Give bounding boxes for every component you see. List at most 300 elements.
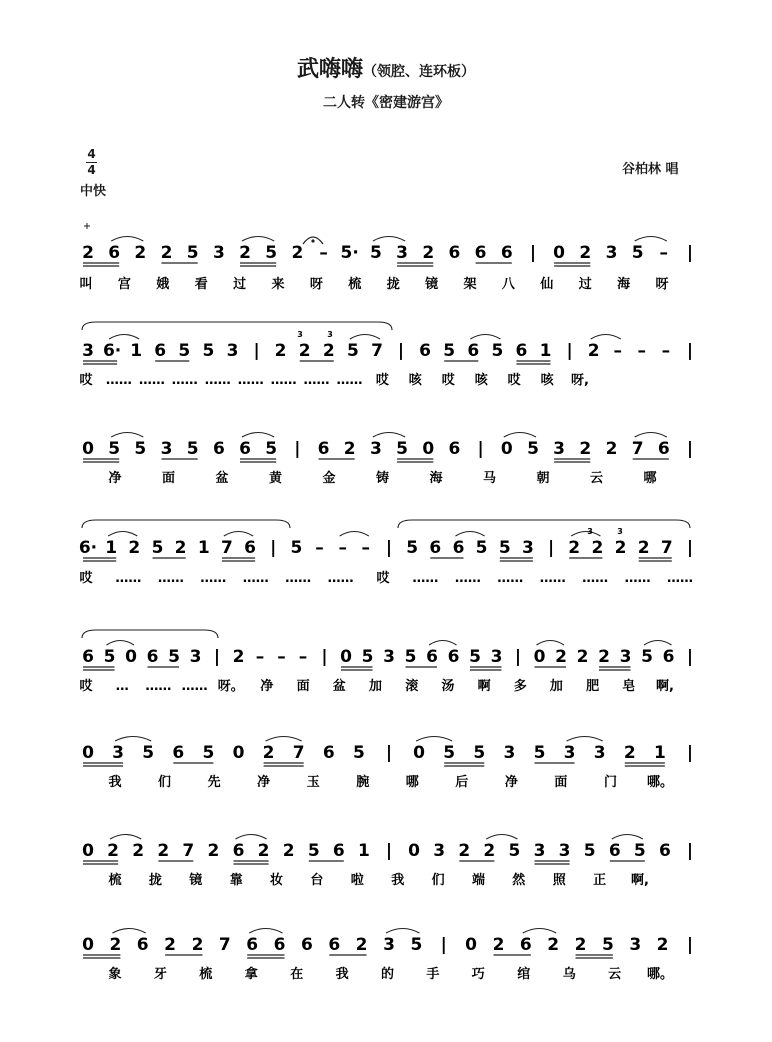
note: 2 [574,935,587,955]
slur-arc [109,335,139,340]
slur-arc [386,929,419,934]
staff-system [82,737,693,791]
barline: | [385,538,393,558]
note: 3 [383,935,395,955]
note: 2 [576,647,589,667]
barline: | [686,841,694,861]
sustain-dash: – [255,647,265,667]
note: 5 [469,647,481,667]
lyric-syllable: 镜 [189,873,203,888]
slur-arc [373,237,405,242]
note: 2 [132,841,145,861]
note: 2 [282,841,295,861]
lyric-syllable: 梳 [348,277,362,292]
note: 3 [593,743,606,763]
lyric-syllable: 哎 [375,373,389,388]
lyric-syllable: 马 [482,471,497,486]
note: 6 [82,647,94,667]
note: 6 [136,935,149,955]
lyric-syllable: …… [171,373,198,388]
lyric-syllable: 巧 [471,967,485,982]
note: 5 [202,743,215,763]
barline: | [397,341,405,361]
barline: | [213,647,221,667]
lyric-syllable: …… [242,571,269,586]
lyric-syllable: 铸 [375,471,390,486]
lyric-syllable: 我 [108,775,122,790]
lyric-syllable: 叫 [79,277,93,292]
note: 2 [82,243,94,263]
lyric-syllable: 象 [108,967,122,982]
lyric-syllable: 哎 [79,571,93,586]
note: 6 [608,841,621,861]
grace-note: 3 [297,330,303,339]
lyric-syllable: 呀。 [217,679,244,694]
note: 6 [452,538,465,558]
sustain-dash: – [637,341,647,361]
note: 2 [262,743,275,763]
slur-arc [115,737,151,742]
note: 0 [422,439,435,459]
note: 2 [274,341,287,361]
lyric-syllable: 正 [593,873,607,888]
barline: | [385,841,393,861]
time-signature-bottom: 4 [87,163,96,177]
lyric-syllable: 宫 [117,277,131,292]
lyric-syllable: 牙 [153,967,167,982]
note: 6 [172,743,185,763]
note: 2 [492,935,505,955]
lyric-syllable: 看 [194,277,208,292]
lyric-syllable: 过 [233,277,247,292]
staff-system [79,237,693,293]
barline: | [514,647,522,667]
fermata-dot [311,239,314,242]
lyric-syllable: 后 [455,775,469,790]
slur-arc [470,335,500,340]
note: 6 [429,538,442,558]
note: 5 [369,243,382,263]
note: 2 [483,841,496,861]
song-title-note: （领腔、连环板） [363,64,475,80]
slur-arc [266,737,302,742]
slur-arc [236,835,267,840]
slur-arc [224,532,253,537]
lyric-syllable: 门 [603,775,618,790]
sustain-dash: – [338,538,347,558]
barline: | [547,538,555,558]
note: 3 [160,439,173,459]
note: 7 [660,538,673,558]
lyric-syllable: 照 [552,873,566,888]
lyric-syllable: 靠 [229,873,243,888]
staff-system [82,929,693,983]
note: 6 [519,935,532,955]
lyric-syllable: …… [582,571,609,586]
note: 2 [128,538,141,558]
note: 6 [239,439,251,459]
lyric-syllable: 净 [257,775,271,790]
lyric-syllable: …… [181,679,208,694]
note: 3 [563,743,576,763]
note: 6 [426,647,438,667]
phrase-slur [398,520,690,528]
note: 5 [473,743,486,763]
phrase-slur [82,322,392,330]
lyric-syllable: 咳 [474,373,488,388]
lyric-syllable: 云 [608,967,622,982]
note: 3 [369,439,382,459]
slur-arc [591,335,621,340]
barline: | [477,439,484,459]
note: 2 [174,538,187,558]
lyric-syllable: 哎 [376,571,390,586]
lyric-syllable: 我 [391,873,405,888]
note: 5 [265,439,278,459]
lyric-syllable: 咳 [540,373,554,388]
note: 3 [558,841,571,861]
lyric-syllable: 腕 [356,775,370,790]
note: 3 [82,341,94,361]
note: 5 [290,538,303,558]
lyric-syllable: …… [157,571,184,586]
lyric-syllable: 的 [380,967,395,982]
note: 6 [500,243,513,263]
note: 6 [232,841,245,861]
grace-note: 3 [617,527,623,536]
note: 6 [328,935,341,955]
lyric-syllable: 手 [426,967,440,982]
note: 5 [498,538,511,558]
lyric-syllable: 面 [161,471,176,486]
lyric-syllable: 八 [501,277,515,292]
note: 5 [633,841,646,861]
note: 2 [587,341,600,361]
lyric-syllable: 架 [463,277,477,292]
barline: | [440,935,447,955]
note: 6 [662,647,675,667]
lyric-syllable: 呀, [571,373,589,388]
lyric-syllable: 先 [207,775,221,790]
note: 0 [465,935,478,955]
slur-arc [537,641,565,646]
lyric-syllable: 海 [429,471,443,486]
barline: | [385,743,393,763]
note: 5 [443,743,456,763]
lyric-syllable: 肥 [586,679,600,694]
note: 1 [357,841,370,861]
note: 2 [623,743,636,763]
note: 0 [125,647,137,667]
lyric-syllable: 玉 [306,775,320,790]
lyric-syllable: 哎 [441,373,455,388]
lyric-syllable: 盆 [332,679,346,694]
note: 5 [103,647,116,667]
note: 6 [212,439,225,459]
staff-system [79,335,693,389]
note: 2 [579,439,592,459]
note: 5 [186,243,199,263]
lyric-syllable: 台 [310,873,324,888]
barline: | [686,341,694,361]
lyric-syllable: …… [145,679,172,694]
slur-arc [373,433,405,438]
note: 0 [553,243,566,263]
lyric-syllable: …… [497,571,524,586]
lyric-syllable: 拢 [386,277,400,292]
note: 2 [291,243,304,263]
slur-arc [635,433,667,438]
note: 0 [413,743,426,763]
slur-arc [486,835,517,840]
lyric-syllable: …… [105,373,132,388]
note: 2 [458,841,471,861]
note: 6 [657,439,670,459]
slur-arc [249,929,282,934]
note: 6 [658,841,671,861]
note: 5 [533,743,546,763]
note: 1 [653,743,666,763]
lyric-syllable: 哪 [405,775,419,790]
note: 5 [265,243,278,263]
lyric-syllable: …… [327,571,354,586]
note: 5 [404,647,417,667]
lyric-syllable: …… [667,571,693,586]
lyric-syllable: …… [454,571,481,586]
lyric-syllable: 滚 [405,679,419,694]
lyric-syllable: 然 [512,873,526,888]
barline: | [321,647,328,667]
note: 0 [340,647,352,667]
note: 2 [207,841,220,861]
lyric-syllable: 过 [578,277,592,292]
note: 2 [637,538,650,558]
note: 6 [273,935,286,955]
note: 6· [102,341,122,361]
lyric-syllable: 净 [504,775,518,790]
note: 7 [292,743,305,763]
slur-arc [107,641,135,646]
note: 2 [157,841,170,861]
note: 2 [164,935,177,955]
note: 0 [500,439,513,459]
note: 5 [151,538,164,558]
lyric-syllable: 娥 [156,277,170,292]
lyric-syllable: 金 [322,471,336,486]
note: 5 [202,341,215,361]
note: 6 [154,341,167,361]
singer-credit: 谷柏林 唱 [622,162,679,177]
note: 5 [508,841,521,861]
lyric-syllable: 哎 [79,373,93,388]
note: 1 [197,538,210,558]
note: 6 [448,439,461,459]
lyric-syllable: 妆 [269,873,284,888]
note: 0 [82,935,94,955]
note: 5 [601,935,614,955]
tempo-marking: 中快 [80,184,107,199]
sustain-dash: – [315,538,324,558]
note: 5 [583,841,596,861]
lyric-syllable: 哪 [643,471,657,486]
slur-arc [429,641,457,646]
note: 5 [475,538,488,558]
sustain-dash: – [613,341,623,361]
note: 5 [527,439,539,459]
note: 7 [631,439,644,459]
lyric-syllable: …… [285,571,312,586]
note: 5 [346,341,359,361]
lyric-syllable: 哎 [507,373,521,388]
lyric-syllable: 朝 [536,471,550,486]
lyric-syllable: 啦 [350,873,364,888]
lyric-syllable: 端 [471,873,486,888]
note: 6 [447,647,460,667]
note: 2 [568,538,581,558]
note: 5 [361,647,374,667]
note: 3 [605,243,618,263]
note: 5· [340,243,359,263]
note: 6 [146,647,159,667]
note: 5 [641,647,653,667]
lyric-syllable: 面 [296,679,310,694]
lyric-syllable: 哎 [79,679,93,694]
lyric-syllable: 们 [431,873,445,888]
barline: | [686,243,694,263]
lyric-syllable: 仙 [540,277,554,292]
barline: | [686,743,694,763]
lyric-syllable: …… [412,571,439,586]
note: 2 [257,841,270,861]
lyric-syllable: … [115,679,129,694]
note: 2 [422,243,435,263]
note: 2 [343,439,356,459]
sustain-dash: – [659,243,669,263]
note: 5 [491,341,504,361]
note: 7 [371,341,383,361]
lyric-syllable: 咳 [408,373,422,388]
lyric-syllable: 绾 [517,967,531,982]
note: 6 [448,243,461,263]
slur-arc [111,433,143,438]
sustain-dash: – [319,243,328,263]
note: 6 [515,341,528,361]
note: 5 [186,439,199,459]
barline: | [686,538,694,558]
note: 5 [168,647,180,667]
note: 6 [300,935,313,955]
grace-note: 3 [327,330,333,339]
staff-system [79,641,693,695]
sustain-dash: – [277,647,286,667]
note: 5 [396,439,409,459]
note: 0 [82,841,94,861]
slur-arc [504,433,536,438]
barline: | [529,243,537,263]
barline: | [294,439,301,459]
slur-arc [456,532,485,537]
lyric-syllable: …… [204,373,231,388]
note: 3 [226,341,239,361]
note: 2 [107,841,120,861]
lyric-syllable: 云 [589,471,604,486]
note: 7 [220,538,233,558]
lyric-syllable: 黄 [268,471,283,486]
lyric-syllable: …… [200,571,227,586]
note: 5 [134,439,147,459]
lyric-syllable: 拿 [244,967,258,982]
note: 2 [656,935,669,955]
note: 2 [298,341,311,361]
note: 2 [160,243,173,263]
time-signature-top: 4 [87,147,96,161]
lyric-syllable: 哪。 [646,775,674,790]
sustain-dash: – [298,647,308,667]
lyric-syllable: …… [138,373,165,388]
note: 2 [322,341,335,361]
note: 0 [82,439,94,459]
note: 2 [605,439,618,459]
note: 3 [490,647,503,667]
note: 6 [108,243,121,263]
lyric-syllable: …… [624,571,651,586]
lyric-syllable: …… [539,571,566,586]
note: 3 [503,743,516,763]
barline: | [253,341,260,361]
phrase-slur [82,520,290,528]
slur-arc [571,532,600,537]
note: 3 [619,647,632,667]
lyric-syllable: 加 [368,679,383,694]
note: 3 [189,647,202,667]
lyric-syllable: 梳 [199,967,213,982]
note: 1 [105,538,118,558]
note: 5 [406,538,419,558]
note: 1 [130,341,143,361]
staff-system [82,433,693,487]
grace-note: 3 [587,527,593,536]
note: 2 [109,935,122,955]
note: 3 [533,841,546,861]
note: 6 [322,743,335,763]
note: 2 [134,243,147,263]
lyric-syllable: 来 [271,277,285,292]
note: 2 [614,538,627,558]
note: 2 [579,243,592,263]
barline: | [270,538,277,558]
slur-arc [110,835,141,840]
slur-arc [242,237,274,242]
lyric-syllable: 加 [549,679,563,694]
sharp-sign-icon [84,223,90,229]
lyric-syllable: 梳 [108,873,122,888]
lyric-syllable: 啊, [656,679,674,694]
note: 7 [218,935,231,955]
note: 3 [112,743,125,763]
note: 2 [355,935,368,955]
note: 1 [539,341,552,361]
note: 2 [591,538,604,558]
note: 6 [246,935,259,955]
note: 6 [419,341,432,361]
note: 5 [443,341,456,361]
note: 3 [553,439,566,459]
note: 3 [433,841,446,861]
lyric-syllable: 呀 [655,277,669,292]
note: 6 [467,341,480,361]
note: 0 [533,647,546,667]
slur-arc [111,237,143,242]
